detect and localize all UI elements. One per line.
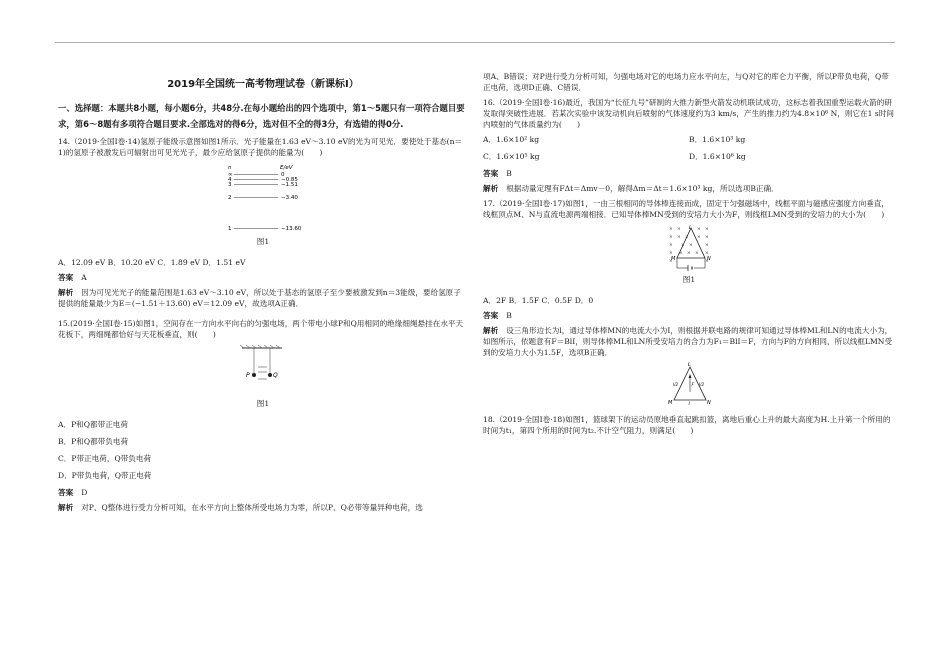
q17-answer-row bbox=[483, 310, 895, 321]
answer-label: 答案 bbox=[58, 273, 74, 282]
q14-level-n: ∞ bbox=[228, 172, 233, 178]
q16-option-c: C．1.6×10⁵ kg bbox=[483, 152, 540, 161]
paper-title: 2019年全国统一高考物理试卷（新课标Ⅰ） bbox=[167, 79, 359, 90]
q17-cross: × bbox=[705, 235, 709, 240]
q16-options-row-1 bbox=[483, 134, 895, 145]
answer-label: 答案 bbox=[58, 488, 74, 497]
q17-cross: × bbox=[689, 243, 693, 248]
q15-analysis-left: 对P、Q整体进行受力分析可知，在水平方向上整体所受电场力为零，所以P、Q必带等量异种电荷，选 bbox=[81, 503, 423, 512]
q15-charged-balls-diagram bbox=[240, 344, 284, 396]
q14-answer: A bbox=[81, 273, 87, 282]
q14-level-e: −13.60 bbox=[281, 226, 302, 232]
q15-option-a: A．P和Q都带正电荷 bbox=[58, 420, 128, 429]
q17-fig2-label-half-i-left: I/2 bbox=[673, 382, 679, 387]
q15-option-b: B．P和Q都带负电荷 bbox=[58, 437, 129, 446]
q14-e-header: E/eV bbox=[280, 165, 293, 171]
q15-analysis-row bbox=[58, 502, 468, 513]
q17-label-l: L bbox=[689, 225, 692, 231]
q16-options-row-2 bbox=[483, 151, 895, 162]
q17-force-triangle-diagram bbox=[668, 362, 712, 406]
q15-option-c: C．P带正电荷，Q带负电荷 bbox=[58, 454, 152, 463]
q16-analysis: 根据动量定理有FΔt＝Δmv－0，解得Δm＝Δt＝1.6×10³ kg，所以选项B正确． bbox=[506, 184, 779, 193]
q15-option-d: D．P带负电荷，Q带正电荷 bbox=[58, 471, 152, 480]
q16-answer: B bbox=[506, 169, 512, 178]
analysis-label: 解析 bbox=[58, 288, 74, 297]
answer-label: 答案 bbox=[483, 169, 499, 178]
q17-fig2-label-i: I bbox=[688, 402, 690, 406]
q17-cross: × bbox=[697, 235, 701, 240]
analysis-label: 解析 bbox=[58, 503, 74, 512]
answer-label: 答案 bbox=[483, 311, 499, 320]
q14-level-e: −3.40 bbox=[281, 195, 298, 201]
q15-figure-caption: 图1 bbox=[256, 399, 270, 408]
q17-cross: × bbox=[695, 251, 699, 256]
q17-cross: × bbox=[669, 227, 673, 232]
header-rule bbox=[55, 42, 895, 43]
q16-option-b: B．1.6×10³ kg bbox=[689, 135, 746, 144]
q15-label-q: Q bbox=[273, 372, 278, 379]
q17-cross: × bbox=[677, 227, 681, 232]
q17-fig2-label-f: F bbox=[691, 383, 695, 388]
q18-stem: 18.（2019·全国Ⅰ卷·18)如图1，篮球架下的运动员原地垂直起跳扣篮，离地后重心上升的最大高度为H.上升第一个所用的时间为t₁，第四个所用的时间为t₂.不计空气阻力，则满足( ) bbox=[483, 415, 891, 435]
q14-level-n: 1 bbox=[228, 226, 232, 232]
q17-cross: × bbox=[681, 243, 685, 248]
q17-cross: × bbox=[669, 235, 673, 240]
q14-level-n: 3 bbox=[228, 182, 232, 188]
q17-label-n: N bbox=[707, 256, 711, 262]
q17-fig2-label-l: L bbox=[688, 362, 691, 368]
q17-options: A．2F B．1.5F C．0.5F D．0 bbox=[483, 296, 594, 305]
q14-level-e: −1.51 bbox=[281, 182, 298, 188]
q14-level-n: 2 bbox=[228, 195, 232, 201]
q17-answer: B bbox=[506, 311, 512, 320]
q14-stem: 14.（2019·全国Ⅰ卷·14)氢原子能级示意图如图1所示．光子能量在1.63 eV～3.10 eV的光为可见光．要使处于基态(n＝1)的氢原子被激发后可辐射出可见光光子，最少应给氢原子提供的能量为( ) bbox=[58, 137, 463, 157]
q14-level-e: 0 bbox=[281, 172, 285, 178]
q14-level-e: −0.85 bbox=[281, 177, 298, 183]
q16-option-d: D．1.6×10⁶ kg bbox=[689, 152, 746, 161]
q16-analysis-row bbox=[483, 183, 895, 194]
q14-n-header: n bbox=[228, 165, 232, 171]
analysis-label: 解析 bbox=[483, 326, 499, 335]
q14-options: A．12.09 eV B．10.20 eV C．1.89 eV D．1.51 eV bbox=[58, 258, 246, 267]
q17-cross: × bbox=[687, 251, 691, 256]
q17-figure-caption: 图1 bbox=[682, 275, 696, 284]
left-column bbox=[58, 78, 468, 522]
q14-level-n: 4 bbox=[228, 177, 232, 183]
q14-analysis-row bbox=[58, 287, 468, 309]
q17-cross: × bbox=[669, 251, 673, 256]
q14-figure-caption: 图1 bbox=[256, 237, 270, 246]
q17-cross: × bbox=[669, 259, 673, 264]
q17-cross: × bbox=[705, 259, 709, 264]
q17-cross: × bbox=[677, 235, 681, 240]
q17-cross: × bbox=[697, 227, 701, 232]
q16-answer-row bbox=[483, 168, 895, 179]
q15-answer-row bbox=[58, 487, 468, 498]
q16-option-a: A．1.6×10² kg bbox=[483, 135, 540, 144]
q14-energy-level-diagram bbox=[228, 162, 328, 234]
q17-cross: × bbox=[705, 243, 709, 248]
q17-cross: × bbox=[705, 251, 709, 256]
q17-cross: × bbox=[685, 235, 689, 240]
q17-stem: 17.（2019·全国Ⅰ卷·17)如图1，一由三根相同的导体棒连接而成，固定于匀强磁场中，线框平面与磁感应强度方向垂直，线框顶点M、N与直流电源两端相接．已知导体棒MN受到的安培力大小为F，则线框LMN受到的安培力的大小为( ) bbox=[483, 199, 889, 219]
q17-cross: × bbox=[705, 227, 709, 232]
q17-fig2-label-m: M bbox=[668, 400, 673, 406]
q15-stem: 15.(2019·全国Ⅰ卷·15)如图1，空间存在一方向水平向右的匀强电场，两个带电小球P和Q用相同的绝缘细绳悬挂在水平天花板下，两细绳都恰好与天花板垂直，则( ) bbox=[58, 319, 464, 339]
q14-analysis: 因为可见光光子的能量范围是1.63 eV～3.10 eV，所以处于基态的氢原子至少要被激发到n＝3能级，要给氢原子提供的能量最少为E＝(−1.51＋13.60) eV＝12.09 eV，故选项A正确． bbox=[58, 288, 461, 308]
section-heading: 一、选择题：本题共8小题，每小题6分，共48分.在每小题给出的四个选项中，第1～5题只有一项符合题目要求，第6～8题有多项符合题目要求.全部选对的得6分，选对但不全的得3分，有选错的得0分. bbox=[58, 103, 465, 129]
q15-label-p: P bbox=[246, 372, 250, 379]
q17-analysis: 设三角形边长为l，通过导体棒MN的电流大小为I，则根据并联电路的规律可知通过导体棒ML和LN的电流大小为，如图所示，依题意有F＝BlI，则导体棒ML和LN所受安培力的合力为F₁＝BlI＝F，方向与F的方向相同，所以线框LMN受到的安培力大小为1.5F，选项B正确． bbox=[483, 326, 893, 357]
analysis-label: 解析 bbox=[483, 184, 499, 193]
q15-analysis-right: 项A、B错误；对P进行受力分析可知，匀强电场对它的电场力应水平向左，与Q对它的库仑力平衡，所以P带负电荷，Q带正电荷，选项D正确、C错误． bbox=[483, 72, 889, 92]
q17-label-m: M bbox=[671, 256, 676, 262]
q14-answer-row bbox=[58, 272, 468, 283]
q17-fig2-label-n: N bbox=[707, 400, 711, 406]
q17-cross: × bbox=[679, 251, 683, 256]
right-column bbox=[483, 71, 895, 445]
q17-analysis-row bbox=[483, 325, 895, 358]
q17-magnetic-field-frame-diagram bbox=[667, 224, 715, 272]
q17-cross: × bbox=[669, 243, 673, 248]
q17-fig2-label-half-i-right: I/2 bbox=[699, 382, 705, 387]
q16-stem: 16.（2019·全国Ⅰ卷·16)最近，我国为“长征九号”研制的大推力新型火箭发动机联试成功，这标志着我国重型运载火箭的研发取得突破性进展．若某次实验中该发动机向后喷射的气体速度约为3 km/s，产生的推力约为4.8×10⁶ N，则它在1 s时间内喷射的气体质量约为( ) bbox=[483, 98, 894, 129]
q15-answer: D bbox=[81, 488, 88, 497]
